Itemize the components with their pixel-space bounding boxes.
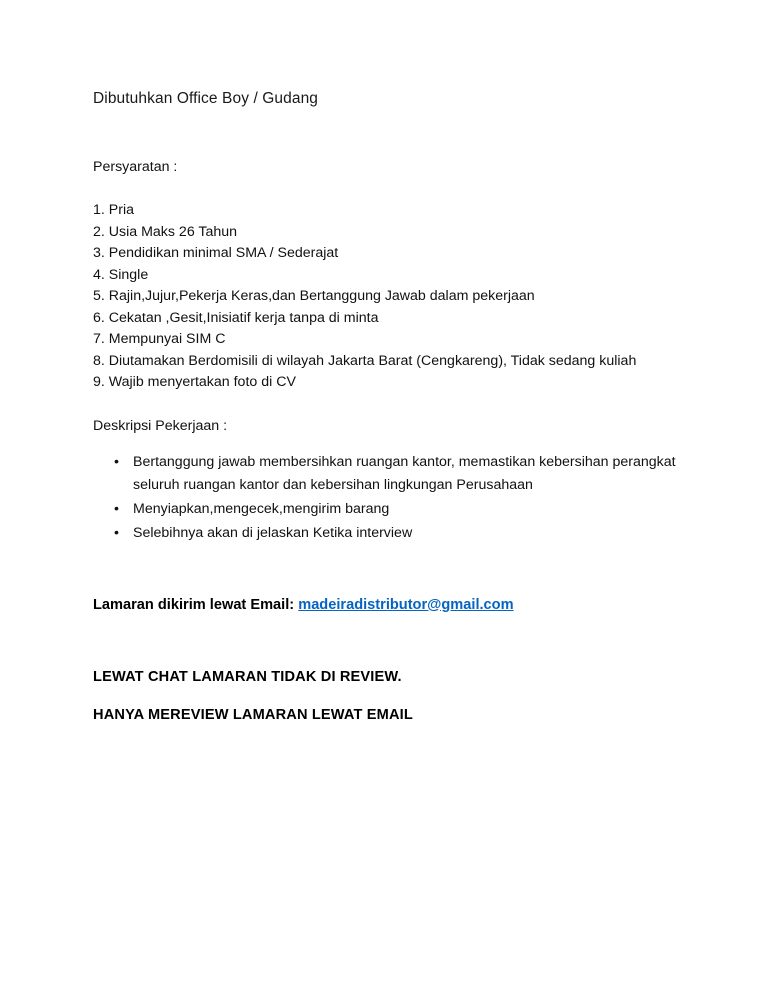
list-item: 9. Wajib menyertakan foto di CV <box>93 374 296 390</box>
list-item-label: Menyiapkan,mengecek,mengirim barang <box>133 500 390 517</box>
list-item: 2. Usia Maks 26 Tahun <box>93 223 238 240</box>
list-item: 8. Diutamakan Berdomisili di wilayah Jakarta Barat (Cengkareng), Tidak sedang kuliah <box>93 352 637 369</box>
spacer <box>93 394 693 416</box>
description-list <box>93 451 693 545</box>
list-item <box>93 451 693 497</box>
list-item <box>93 498 693 521</box>
spacer <box>93 546 693 594</box>
bullet-icon: • <box>114 500 119 517</box>
spacer <box>93 616 693 666</box>
notice-email-only: HANYA MEREVIEW LAMARAN LEWAT EMAIL <box>93 706 413 723</box>
list-item-label: Selebihnya akan di jelaskan Ketika interview <box>133 524 413 541</box>
spacer <box>93 109 693 157</box>
requirements-list <box>93 200 693 394</box>
list-item <box>93 522 693 545</box>
email-separator: : <box>289 596 299 613</box>
email-instruction-label: Lamaran dikirim lewat Email <box>93 596 290 613</box>
notice-no-chat: LEWAT CHAT LAMARAN TIDAK DI REVIEW. <box>93 668 402 685</box>
bullet-icon: • <box>114 453 119 470</box>
email-instruction-line <box>93 594 693 616</box>
list-item: 6. Cekatan ,Gesit,Inisiatif kerja tanpa di minta <box>93 309 379 326</box>
spacer <box>93 437 693 451</box>
spacer <box>93 688 693 704</box>
list-item: 1. Pria <box>93 202 135 218</box>
list-item: 7. Mempunyai SIM C <box>93 331 226 347</box>
email-link[interactable]: madeiradistributor@gmail.com <box>298 596 514 613</box>
page-title: Dibutuhkan Office Boy / Gudang <box>93 90 319 107</box>
list-item-label: Bertanggung jawab membersihkan ruangan kantor, memastikan kebersihan perangkat seluruh ruangan kantor dan kebersihan lingkungan Perusahaan <box>133 453 676 493</box>
list-item: 5. Rajin,Jujur,Pekerja Keras,dan Bertanggung Jawab dalam pekerjaan <box>93 288 535 304</box>
list-item: 3. Pendidikan minimal SMA / Sederajat <box>93 245 339 261</box>
list-item: 4. Single <box>93 266 149 283</box>
description-heading: Deskripsi Pekerjaan : <box>93 417 228 434</box>
document-body <box>93 88 693 726</box>
spacer <box>93 178 693 200</box>
bullet-icon: • <box>114 524 119 541</box>
requirements-heading: Persyaratan : <box>93 159 178 175</box>
